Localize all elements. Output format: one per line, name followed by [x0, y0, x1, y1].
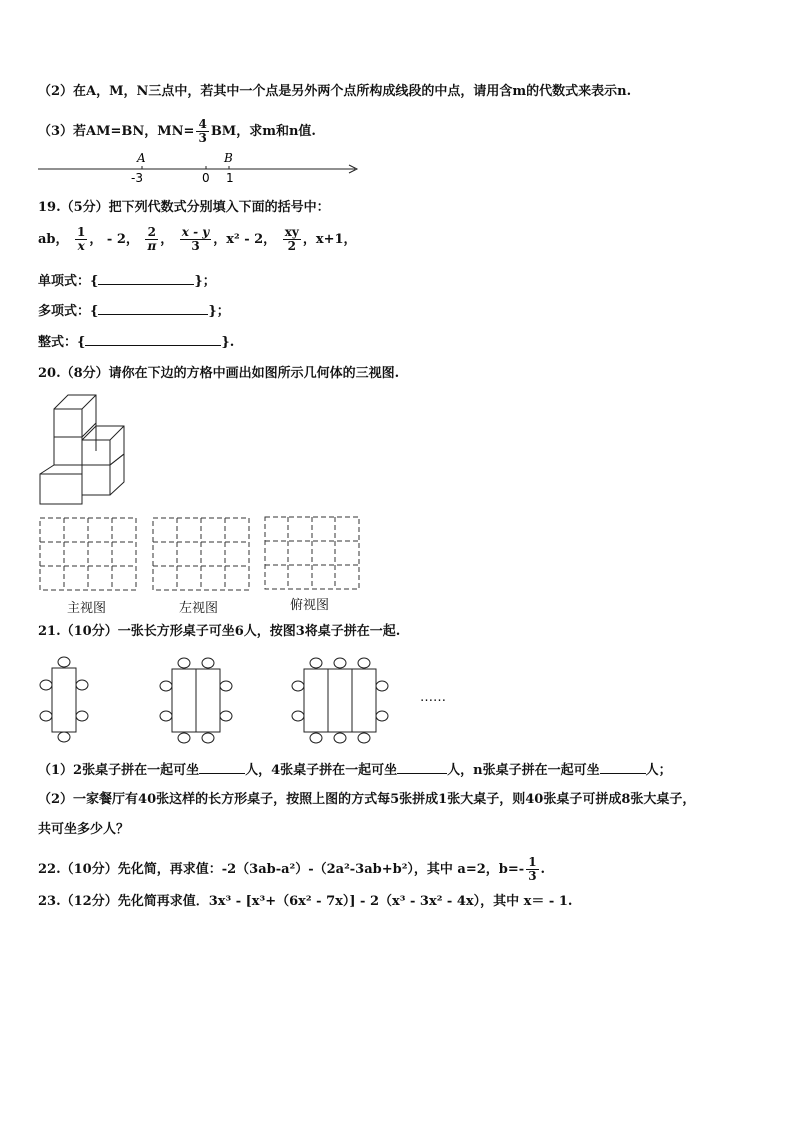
frac-den: x — [77, 239, 85, 254]
point-A-label: A — [137, 151, 146, 165]
frac-num: x - y — [181, 225, 210, 239]
q22-end: . — [540, 862, 546, 878]
frac-num: 1 — [77, 225, 86, 239]
blank-2-tables[interactable] — [199, 761, 245, 774]
tick-label-1: 1 — [226, 171, 234, 185]
three-tables — [292, 658, 388, 743]
frac-den: 3 — [528, 869, 537, 884]
tick-label-neg3: -3 — [131, 171, 143, 185]
q18-part2: （2）在A，M，N三点中，若其中一个点是另外两个点所构成线段的中点，请用含m的代数式来表示n. — [38, 84, 632, 99]
frac-den: π — [147, 239, 157, 254]
q18-part3-suffix: BM，求m和n值. — [210, 124, 316, 140]
q21-part2-line2: 共可坐多少人？ — [38, 822, 130, 837]
q21-p1-text-c: 人，n张桌子拼在一起可坐 — [447, 763, 600, 778]
q23: 23.（12分）先化简再求值．3x³ - [x³+（6x² - 7x）] - 2（x³ - 3x² - 4x），其中 x＝ - 1. — [38, 894, 573, 909]
q21-part1 — [38, 761, 672, 779]
monomial-end: }； — [194, 274, 216, 289]
q18-fraction-den: 3 — [198, 131, 207, 146]
q19-header: 19.（5分）把下列代数式分别填入下面的括号中： — [38, 200, 330, 215]
expr-sep: ， — [160, 232, 174, 248]
top-view-caption: 俯视图 — [290, 598, 330, 613]
frac-den: 3 — [191, 239, 200, 254]
frac-num: xy — [284, 225, 299, 239]
integral-label: 整式：{ — [38, 335, 86, 350]
point-B-label: B — [224, 151, 233, 165]
q21-p1-text-d: 人； — [645, 763, 672, 778]
two-tables — [160, 658, 232, 743]
q22 — [38, 856, 545, 883]
expr-ab: ab， — [38, 232, 69, 248]
q22-fraction — [526, 856, 538, 883]
q18-part3-prefix: （3）若AM=BN，MN= — [38, 124, 195, 140]
q21-header: 21.（10分）一张长方形桌子可坐6人，按图3将桌子拼在一起. — [38, 624, 401, 639]
frac-num: 2 — [145, 226, 158, 240]
q22-text: 22.（10分）先化简，再求值：-2（3ab-a²）-（2a²-3ab+b²），其中 a=2，b=- — [38, 862, 525, 878]
blank-n-tables[interactable] — [600, 761, 646, 774]
blank-4-tables[interactable] — [397, 761, 447, 774]
one-table — [40, 657, 88, 742]
polynomial-label: 多项式：{ — [38, 304, 99, 319]
q20-header: 20.（8分）请你在下边的方格中画出如图所示几何体的三视图. — [38, 366, 400, 381]
frac-num: 1 — [528, 855, 537, 869]
q18-fraction-num: 4 — [198, 117, 207, 131]
integral-end: }. — [221, 335, 235, 350]
expr-sep: ，x² - 2， — [213, 232, 277, 248]
q21-p1-text-a: （1）2张桌子拼在一起可坐 — [38, 763, 200, 778]
monomial-label: 单项式：{ — [38, 274, 99, 289]
expr-sep: ， - 2， — [89, 232, 139, 248]
q21-p1-text-b: 人，4张桌子拼在一起可坐 — [245, 763, 398, 778]
frac-den: 2 — [287, 239, 296, 254]
q21-part2-line1: （2）一家餐厅有40张这样的长方形桌子，按照上图的方式每5张拼成1张大桌子，则40张桌子可拼成8张大桌子， — [38, 792, 696, 807]
expr-sep: ，x+1， — [302, 232, 357, 248]
front-view-caption: 主视图 — [67, 601, 107, 616]
polynomial-end: }； — [208, 304, 230, 319]
left-view-caption: 左视图 — [179, 601, 219, 616]
ellipsis: …… — [420, 690, 446, 705]
tick-label-0: 0 — [202, 171, 210, 185]
